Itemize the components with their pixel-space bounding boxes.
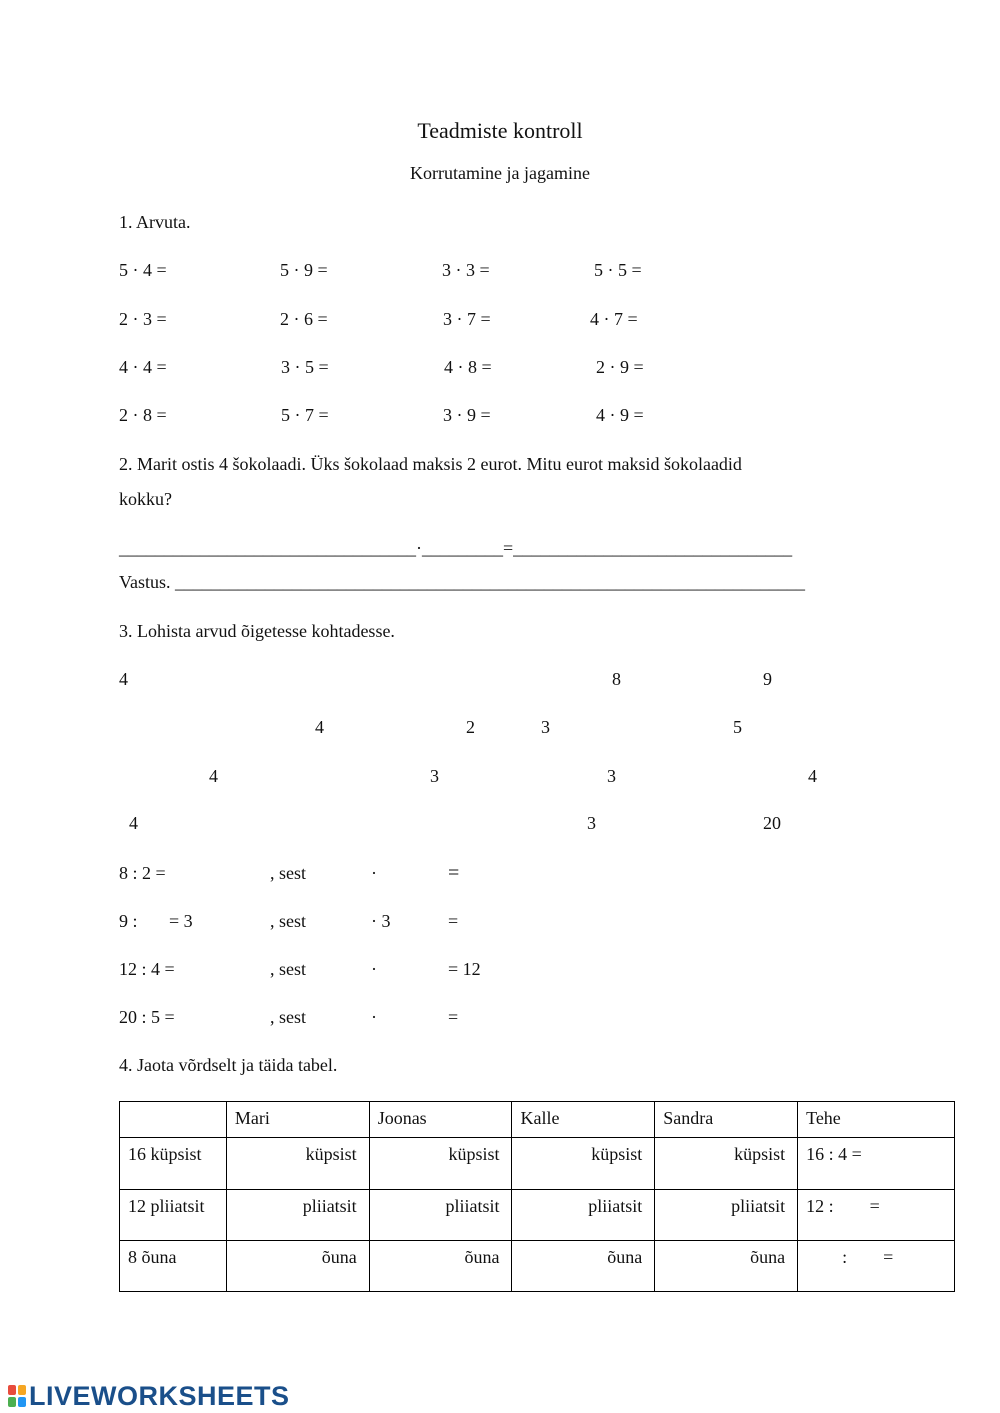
answer-cell[interactable]: õuna — [512, 1241, 655, 1292]
table-row — [120, 1138, 955, 1190]
answer-cell[interactable]: õuna — [226, 1241, 369, 1292]
tehe-expr: : — [842, 1247, 848, 1267]
task2-equation-line[interactable]: _________________________________·_________=_______________________________ — [119, 538, 793, 558]
logo-mark-icon — [8, 1385, 26, 1407]
task1-expr: 5 · 4 = — [119, 260, 167, 280]
division-expr: 9 : — [119, 911, 138, 931]
answer-cell[interactable]: küpsist — [512, 1138, 655, 1190]
task1-expr: 3 · 3 = — [442, 260, 490, 280]
row-label: 8 õuna — [120, 1241, 227, 1292]
task1-expr: 3 · 5 = — [281, 357, 329, 377]
answer-cell[interactable]: õuna — [655, 1241, 798, 1292]
multiply-dot: · 3 — [371, 911, 391, 931]
task2-answer-line[interactable]: Vastus. ______________________________________________________________________ — [119, 572, 806, 592]
sest-label: , sest — [270, 863, 306, 883]
equals-sign: = — [448, 911, 459, 931]
answer-cell[interactable]: pliiatsit — [655, 1190, 798, 1241]
answer-cell[interactable]: õuna — [369, 1241, 512, 1292]
tehe-equals: = — [883, 1247, 894, 1267]
answer-cell[interactable]: küpsist — [226, 1138, 369, 1190]
task2-question: 2. Marit ostis 4 šokolaadi. Üks šokolaad maksis 2 eurot. Mitu eurot maksid šokolaadid — [119, 454, 742, 474]
task1-expr: 2 · 9 = — [596, 357, 644, 377]
row-label: 12 pliiatsit — [120, 1190, 227, 1241]
task1-expr: 4 · 7 = — [590, 309, 638, 329]
table-header-cell: Tehe — [798, 1102, 955, 1138]
division-result: = 3 — [169, 911, 193, 931]
answer-cell[interactable]: küpsist — [655, 1138, 798, 1190]
draggable-number[interactable]: 5 — [733, 717, 742, 737]
task1-expr: 2 · 3 = — [119, 309, 167, 329]
task1-expr: 3 · 9 = — [443, 405, 491, 425]
table-row — [120, 1241, 955, 1292]
task1-expr: 4 · 9 = — [596, 405, 644, 425]
page-subtitle: Korrutamine ja jagamine — [410, 163, 590, 183]
tehe-cell[interactable] — [798, 1241, 955, 1292]
tehe-equals: = — [869, 1196, 880, 1216]
logo-square — [18, 1397, 26, 1407]
equals-sign: = — [448, 1007, 459, 1027]
draggable-number[interactable]: 8 — [612, 669, 621, 689]
draggable-number[interactable]: 3 — [587, 813, 596, 833]
tehe-expr: 12 : — [806, 1196, 834, 1216]
tehe-cell[interactable] — [798, 1138, 955, 1190]
row-label: 16 küpsist — [120, 1138, 227, 1190]
draggable-number[interactable]: 9 — [763, 669, 772, 689]
multiply-dot: · — [371, 863, 377, 883]
answer-cell[interactable]: pliiatsit — [226, 1190, 369, 1241]
division-expr: 20 : 5 = — [119, 1007, 175, 1027]
draggable-number[interactable]: 3 — [430, 766, 439, 786]
answer-cell[interactable]: pliiatsit — [512, 1190, 655, 1241]
task3-heading: 3. Lohista arvud õigetesse kohtadesse. — [119, 621, 395, 641]
table-header-cell: Sandra — [655, 1102, 798, 1138]
table-header-cell: Joonas — [369, 1102, 512, 1138]
multiply-dot: · — [371, 1007, 377, 1027]
logo-square — [18, 1385, 26, 1395]
liveworksheets-logo[interactable] — [8, 1380, 290, 1412]
sest-label: , sest — [270, 911, 306, 931]
draggable-number[interactable]: 4 — [209, 766, 218, 786]
answer-cell[interactable]: pliiatsit — [369, 1190, 512, 1241]
equals-sign: = 12 — [448, 959, 481, 979]
task1-heading: 1. Arvuta. — [119, 212, 191, 232]
draggable-number[interactable]: 4 — [808, 766, 817, 786]
table-header-cell: Mari — [226, 1102, 369, 1138]
answer-cell[interactable]: küpsist — [369, 1138, 512, 1190]
task1-expr: 5 · 7 = — [281, 405, 329, 425]
division-expr: 12 : 4 = — [119, 959, 175, 979]
task1-expr: 2 · 8 = — [119, 405, 167, 425]
draggable-number[interactable]: 3 — [607, 766, 616, 786]
draggable-number[interactable]: 2 — [466, 717, 475, 737]
table-header-cell — [120, 1102, 227, 1138]
task1-expr: 4 · 8 = — [444, 357, 492, 377]
tehe-expr: 16 : 4 = — [806, 1144, 862, 1164]
table-row — [120, 1190, 955, 1241]
draggable-number[interactable]: 4 — [315, 717, 324, 737]
task1-expr: 4 · 4 = — [119, 357, 167, 377]
draggable-number[interactable]: 3 — [541, 717, 550, 737]
table-header-row — [120, 1102, 955, 1138]
task4-heading: 4. Jaota võrdselt ja täida tabel. — [119, 1055, 338, 1075]
task1-expr: 5 · 9 = — [280, 260, 328, 280]
task1-expr: 2 · 6 = — [280, 309, 328, 329]
task1-expr: 5 · 5 = — [594, 260, 642, 280]
distribution-table — [119, 1101, 955, 1292]
tehe-cell[interactable] — [798, 1190, 955, 1241]
draggable-number[interactable]: 4 — [129, 813, 138, 833]
table-header-cell: Kalle — [512, 1102, 655, 1138]
logo-text: LIVEWORKSHEETS — [29, 1380, 290, 1411]
logo-square — [8, 1385, 16, 1395]
draggable-number[interactable]: 4 — [119, 669, 128, 689]
multiply-dot: · — [371, 959, 377, 979]
sest-label: , sest — [270, 1007, 306, 1027]
sest-label: , sest — [270, 959, 306, 979]
logo-square — [8, 1397, 16, 1407]
page-title: Teadmiste kontroll — [417, 118, 583, 143]
draggable-number[interactable]: 20 — [763, 813, 781, 833]
task1-expr: 3 · 7 = — [443, 309, 491, 329]
task2-question-cont: kokku? — [119, 489, 172, 509]
division-expr: 8 : 2 = — [119, 863, 166, 883]
equals-sign: = — [448, 862, 460, 884]
